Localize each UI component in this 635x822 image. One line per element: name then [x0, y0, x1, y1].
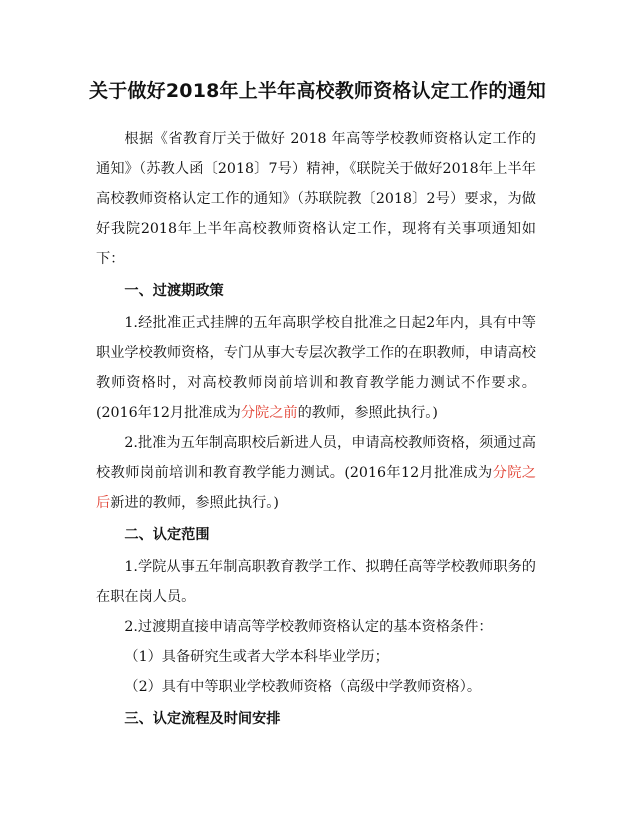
section-heading-scope: 二、认定范围	[124, 527, 210, 543]
scope-sub-item-2: （2）具有中等职业学校教师资格（高级中学教师资格）。	[124, 679, 482, 695]
item-text: 1.经批准正式挂牌的五年高职学校自批准之日起2年内，具有中等职业学校教师资格，专门从事大专层次教学工作的在职教师，申请高校教师资格时，对高校教师岗前培训和教育教学能力测试不作要求。(2016年12月批准成为	[96, 315, 536, 421]
highlight-text-before-branch: 分院之前	[240, 405, 298, 421]
highlight-text-after-branch: 分院之后	[96, 465, 536, 511]
item-text: 2.批准为五年制高职校后新进人员，申请高校教师资格，须通过高校教师岗前培训和教育教学能力测试。(2016年12月批准成为	[96, 435, 536, 481]
document-title: 关于做好2018年上半年高校教师资格认定工作的通知	[89, 80, 546, 102]
scope-item-1: 1.学院从事五年制高职教育教学工作、拟聘任高等学校教师职务的在职在岗人员。	[96, 559, 536, 605]
scope-sub-item-1: （1）具备研究生或者大学本科毕业学历；	[124, 649, 389, 665]
section-heading-transition-policy: 一、过渡期政策	[124, 283, 224, 299]
scope-item-2: 2.过渡期直接申请高等学校教师资格认定的基本资格条件：	[124, 619, 493, 635]
item-text: 新进的教师，参照此执行。)	[110, 495, 279, 511]
transition-policy-item-1	[96, 308, 536, 428]
transition-policy-item-2	[96, 428, 536, 518]
intro-paragraph: 根据《省教育厅关于做好 2018 年高等学校教师资格认定工作的通知》（苏教人函〔2018〕7号）精神，《联院关于做好2018年上半年高校教师资格认定工作的通知》（苏联院教〔2018〕2号）要求，为做好我院2018年上半年高校教师资格认定工作，现将有关事项通知如下：	[96, 131, 536, 267]
section-heading-process-schedule: 三、认定流程及时间安排	[124, 711, 281, 727]
item-text: 的教师，参照此执行。)	[297, 405, 438, 421]
document-body	[96, 124, 536, 736]
